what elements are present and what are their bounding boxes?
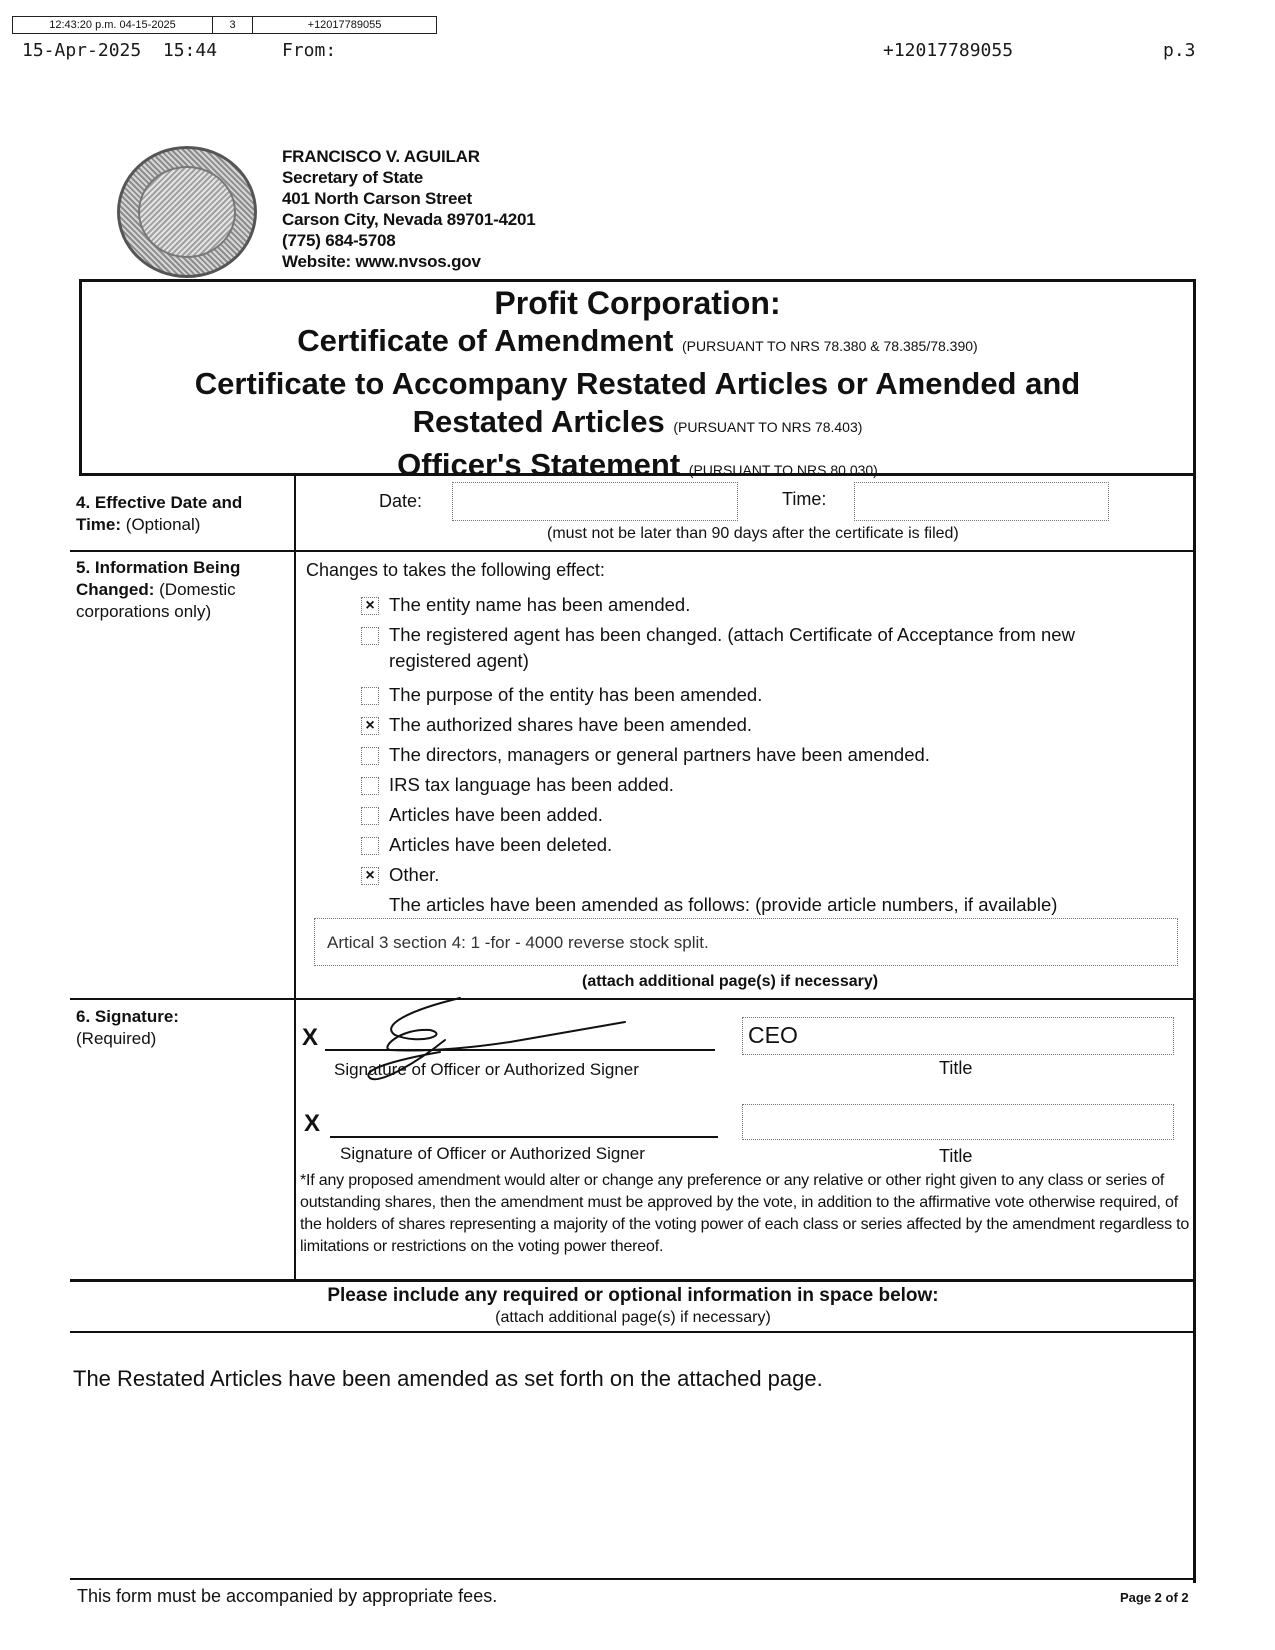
fax-date-time: 15-Apr-2025 15:44 — [22, 40, 218, 61]
date-label: Date: — [379, 491, 423, 511]
office-website: Website: www.nvsos.gov — [282, 252, 481, 271]
section6-title: 6. Signature: — [76, 1007, 179, 1026]
option-entity-name — [361, 592, 690, 618]
checkbox-entity-name[interactable]: × — [361, 597, 379, 615]
title1-value: CEO — [748, 1022, 798, 1048]
signature2-line[interactable] — [330, 1136, 718, 1138]
fax-phone: +12017789055 — [883, 40, 1014, 61]
section5-domestic-note: (Domestic corporations only) — [76, 580, 236, 621]
signature-drawing — [350, 990, 650, 1100]
section4-optional: (Optional) — [125, 515, 201, 534]
office-phone: (775) 684-5708 — [282, 231, 396, 250]
section6-label — [76, 1006, 291, 1050]
checkbox-directors[interactable] — [361, 747, 379, 765]
fax-page-number: p.3 — [1163, 40, 1196, 61]
option-label: Articles have been added. — [389, 804, 603, 825]
option-label: The authorized shares have been amended. — [389, 714, 753, 735]
fax-stamp-number: +12017789055 — [307, 19, 382, 31]
checkbox-authorized-shares[interactable]: × — [361, 717, 379, 735]
fax-stamp-page: 3 — [213, 17, 253, 33]
fax-from-label: From: — [282, 40, 337, 61]
footer-divider — [70, 1578, 1196, 1580]
option-purpose — [361, 682, 762, 708]
right-border — [1193, 476, 1196, 1583]
section4-label — [76, 492, 291, 536]
office-city: Carson City, Nevada 89701-4201 — [282, 210, 536, 229]
row-divider-include — [70, 1331, 1196, 1333]
section4-title: 4. Effective Date and Time: — [76, 493, 243, 534]
title2-field[interactable] — [742, 1104, 1174, 1140]
option-irs-tax — [361, 772, 674, 798]
form-subtitle-officer-nrs: (PURSUANT TO NRS 80.030) — [688, 462, 878, 478]
option-label: The directors, managers or general partners have been amended. — [389, 744, 930, 765]
form-subtitle-officer-statement: Officer's Statement — [397, 447, 681, 482]
date-limit-note: (must not be later than 90 days after the certificate is filed) — [547, 525, 959, 542]
title1-field[interactable] — [742, 1017, 1174, 1055]
checkbox-articles-added[interactable] — [361, 807, 379, 825]
section6-required: (Required) — [76, 1029, 157, 1048]
amend-intro: The articles have been amended as follows: (provide article numbers, if available) — [389, 894, 1058, 915]
option-registered-agent — [361, 622, 1181, 674]
section5-label — [76, 557, 291, 623]
signature1-x: X — [302, 1024, 319, 1051]
signature1-caption: Signature of Officer or Authorized Signer — [334, 1060, 639, 1079]
fees-note: This form must be accompanied by appropriate fees. — [77, 1586, 498, 1606]
office-street: 401 North Carson Street — [282, 189, 473, 208]
option-label: The registered agent has been changed. (attach Certificate of Acceptance from new — [389, 624, 1075, 645]
additional-info-subheading: (attach additional page(s) if necessary) — [495, 1309, 771, 1326]
amendment-text: Artical 3 section 4: 1 -for - 4000 reverse stock split. — [327, 933, 709, 952]
option-label: The purpose of the entity has been amended. — [389, 684, 763, 705]
option-directors — [361, 742, 930, 768]
title1-caption: Title — [939, 1058, 973, 1078]
signature2-caption: Signature of Officer or Authorized Signer — [340, 1144, 645, 1163]
page-number: Page 2 of 2 — [1120, 1590, 1189, 1605]
amendment-text-field[interactable] — [314, 918, 1178, 966]
option-label: The entity name has been amended. — [389, 594, 691, 615]
fax-stamp-time: 12:43:20 p.m. 04-15-2025 — [13, 17, 213, 33]
section5-title: 5. Information Being Changed: — [76, 558, 241, 599]
form-subtitle-restated-nrs: (PURSUANT TO NRS 78.403) — [673, 419, 863, 435]
time-label: Time: — [782, 489, 827, 509]
office-address — [282, 146, 536, 272]
checkbox-registered-agent[interactable] — [361, 627, 379, 645]
checkbox-other[interactable]: × — [361, 867, 379, 885]
option-label: Articles have been deleted. — [389, 834, 613, 855]
form-title: Profit Corporation: — [494, 285, 781, 321]
option-label-continued: registered agent) — [389, 650, 529, 671]
changes-intro: Changes to takes the following effect: — [306, 560, 605, 580]
office-title: Secretary of State — [282, 168, 423, 187]
option-authorized-shares — [361, 712, 752, 738]
checkbox-articles-deleted[interactable] — [361, 837, 379, 855]
signature2-x: X — [304, 1110, 321, 1137]
checkbox-purpose[interactable] — [361, 687, 379, 705]
time-field[interactable] — [854, 482, 1109, 521]
state-seal-icon — [117, 146, 257, 278]
additional-info-heading: Please include any required or optional information in space below: — [327, 1285, 939, 1306]
option-articles-deleted — [361, 832, 612, 858]
office-name: FRANCISCO V. AGUILAR — [282, 147, 480, 166]
fax-stamp — [12, 16, 437, 34]
column-divider — [294, 476, 296, 1282]
date-field[interactable] — [452, 482, 738, 521]
row-divider-4 — [70, 550, 1196, 552]
form-subtitle-restated: Certificate to Accompany Restated Articles or Amended and — [194, 366, 1081, 401]
option-articles-added — [361, 802, 603, 828]
form-subtitle-amendment: Certificate of Amendment — [297, 323, 674, 358]
amendment-fine-print: *If any proposed amendment would alter or change any preference or any relative or other right given to any class or series of outstanding shares, then the amendment must be approved by the vote, in addition to the affirmative vote otherwise required, of the holders of shares representing a majority of the voting power of each class or series affected by the amendment regardless to limitations or restrictions on the voting power thereof. — [300, 1172, 1190, 1255]
restated-articles-text: The Restated Articles have been amended as set forth on the attached page. — [73, 1366, 823, 1391]
option-label: Other. — [389, 864, 440, 885]
checkbox-irs-tax[interactable] — [361, 777, 379, 795]
row-divider-6 — [70, 1279, 1196, 1282]
form-subtitle-amendment-nrs: (PURSUANT TO NRS 78.380 & 78.385/78.390) — [681, 338, 978, 354]
option-label: IRS tax language has been added. — [389, 774, 674, 795]
attach-note: (attach additional page(s) if necessary) — [582, 973, 879, 990]
title2-caption: Title — [939, 1146, 973, 1166]
option-other — [361, 862, 439, 888]
form-title-box — [79, 279, 1196, 482]
form-subtitle-restated-articles: Restated Articles — [412, 404, 665, 439]
